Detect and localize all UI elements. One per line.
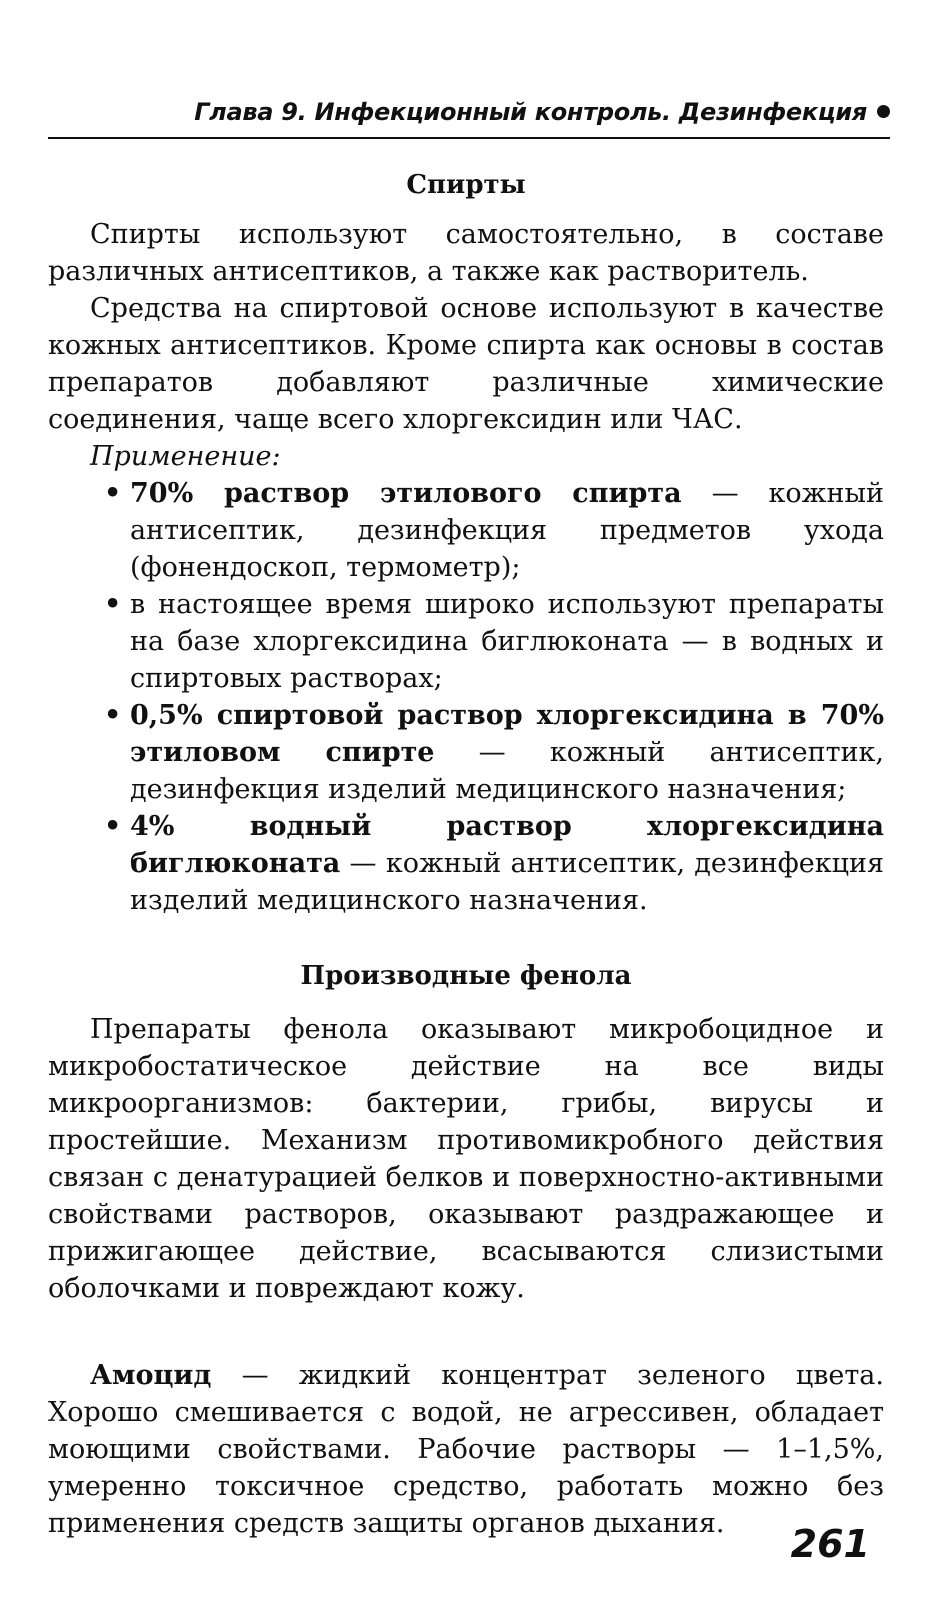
list-item <box>104 475 884 586</box>
bullet-dot-icon <box>877 105 890 118</box>
amocid-text: — жидкий концентрат зеленого цвета. Хорошо смешивается с водой, не агрессивен, обладает моющими свойствами. Рабочие растворы — 1–1,5%, умеренно токсичное средство, работать можно без применения средств защиты органов дыхания. <box>48 1360 884 1539</box>
usage-label: Применение: <box>90 441 281 472</box>
running-head-title: Глава 9. Инфекционный контроль. Дезинфекция <box>194 98 867 126</box>
running-head <box>48 98 890 126</box>
list-item-term: 4% водный раствор хлоргексидина биглюконата <box>130 811 884 879</box>
list-item-term: 0,5% спиртовой раствор хлоргексидина в 70% этиловом спирте <box>130 700 884 768</box>
header-rule <box>48 137 890 139</box>
bullet-icon: • <box>104 811 122 842</box>
list-item-text: — кожный антисептик, дезинфекция предметов ухода (фонендоскоп, термометр); <box>130 478 884 583</box>
list-item <box>104 808 884 919</box>
section-heading-phenol: Производные фенола <box>300 961 632 991</box>
page-content <box>48 160 884 1542</box>
paragraph: Препараты фенола оказывают микробоцидное и микробостатическое действие на все виды микроорганизмов: бактерии, грибы, вирусы и простейшие. Механизм противомикробного действия связан с денатурацией белков и поверхностно-активными свойствами растворов, оказывают раздражающее и прижигающее действие, всасываются слизистыми оболочками и повреждают кожу. <box>48 1014 884 1304</box>
list-item-term: 70% раствор этилового спирта <box>130 478 682 509</box>
list-item <box>104 586 884 697</box>
list-item <box>104 697 884 808</box>
section-heading-alcohols: Спирты <box>406 170 526 200</box>
amocid-term: Амоцид <box>90 1360 212 1391</box>
list-item-text: в настоящее время широко используют препараты на базе хлоргексидина биглюконата — в водных и спиртовых растворах; <box>130 589 884 694</box>
list-item-text: — кожный антисептик, дезинфекция изделий медицинского назначения. <box>130 848 884 916</box>
paragraph: Спирты используют самостоятельно, в составе различных антисептиков, а также как растворитель. <box>48 219 884 287</box>
bullet-icon: • <box>104 700 122 731</box>
bullet-icon: • <box>104 478 122 509</box>
page-number: 261 <box>790 1522 870 1566</box>
bullet-icon: • <box>104 589 122 620</box>
list-item-text: — кожный антисептик, дезинфекция изделий медицинского назначения; <box>130 737 884 805</box>
paragraph-amocid <box>48 1357 884 1542</box>
paragraph: Средства на спиртовой основе используют в качестве кожных антисептиков. Кроме спирта как основы в состав препаратов добавляют различные химические соединения, чаще всего хлоргексидин или ЧАС. <box>48 293 884 435</box>
usage-list <box>48 475 884 919</box>
